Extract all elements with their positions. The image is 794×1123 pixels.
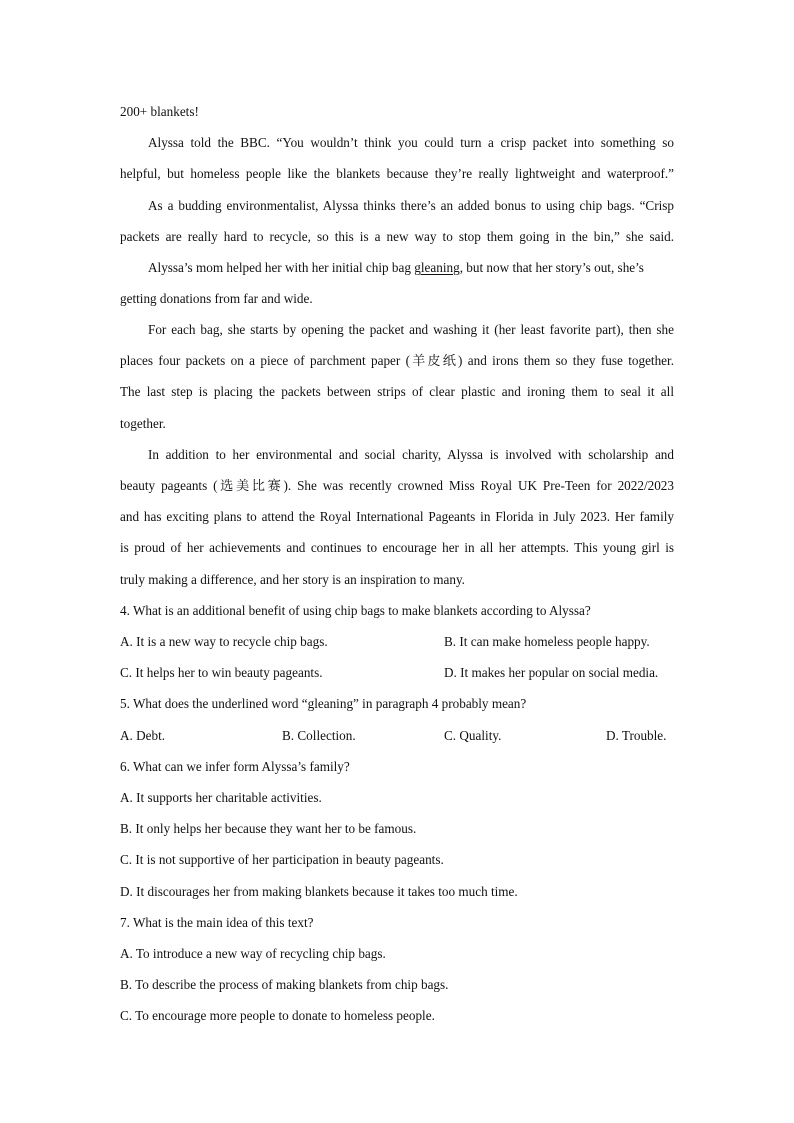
question-4-options-row (120, 663, 674, 683)
option-b[interactable]: B. Collection. (282, 728, 356, 743)
passage-line: 200+ blankets! (120, 104, 199, 119)
passage-line: together. (120, 416, 166, 431)
passage-line: and has exciting plans to attend the Royal International Pageants in Florida in July 2023. Her family (120, 509, 674, 524)
option-b[interactable]: B. It only helps her because they want her to be famous. (120, 821, 417, 836)
passage-line: getting donations from far and wide. (120, 291, 313, 306)
option-a[interactable]: A. It is a new way to recycle chip bags. (120, 634, 328, 649)
question-6-stem: 6. What can we infer form Alyssa’s family? (120, 759, 350, 774)
passage-line: In addition to her environmental and social charity, Alyssa is involved with scholarship and (148, 447, 674, 462)
option-d[interactable]: D. Trouble. (606, 728, 667, 743)
question-5-options-row (120, 726, 674, 746)
passage-line: As a budding environmentalist, Alyssa thinks there’s an added bonus to using chip bags. “Crisp (148, 198, 674, 213)
question-4-stem: 4. What is an additional benefit of using chip bags to make blankets according to Alyssa? (120, 603, 591, 618)
question-5-stem: 5. What does the underlined word “gleaning” in paragraph 4 probably mean? (120, 696, 527, 711)
passage-line: helpful, but homeless people like the blankets because they’re really lightweight and waterproof.” (120, 166, 674, 181)
passage-line: Alyssa’s mom helped her with her initial chip bag gleaning, but now that her story’s out, she’s (148, 260, 644, 275)
option-a[interactable]: A. To introduce a new way of recycling chip bags. (120, 946, 386, 961)
option-c[interactable]: C. Quality. (444, 728, 502, 743)
option-a[interactable]: A. Debt. (120, 728, 166, 743)
underlined-word: gleaning (414, 260, 460, 275)
option-d[interactable]: D. It discourages her from making blankets because it takes too much time. (120, 884, 518, 899)
option-c[interactable]: C. It is not supportive of her participation in beauty pageants. (120, 852, 444, 867)
option-d[interactable]: D. It makes her popular on social media. (444, 665, 659, 680)
option-b[interactable]: B. It can make homeless people happy. (444, 634, 650, 649)
passage-line: The last step is placing the packets between strips of clear plastic and ironing them to seal it all (120, 384, 674, 399)
option-c[interactable]: C. To encourage more people to donate to homeless people. (120, 1008, 435, 1023)
option-b[interactable]: B. To describe the process of making blankets from chip bags. (120, 977, 449, 992)
passage-line: Alyssa told the BBC. “You wouldn’t think you could turn a crisp packet into something so (148, 135, 674, 150)
passage-line: For each bag, she starts by opening the packet and washing it (her least favorite part), then she (148, 322, 674, 337)
passage-line: truly making a difference, and her story is an inspiration to many. (120, 572, 465, 587)
passage-line: places four packets on a piece of parchment paper (羊皮纸) and irons them so they fuse together. (120, 353, 674, 368)
passage-line: packets are really hard to recycle, so this is a new way to stop them going in the bin,” she said. (120, 229, 674, 244)
question-4-options-row (120, 632, 674, 652)
option-a[interactable]: A. It supports her charitable activities. (120, 790, 322, 805)
option-c[interactable]: C. It helps her to win beauty pageants. (120, 665, 323, 680)
question-7-stem: 7. What is the main idea of this text? (120, 915, 314, 930)
passage-line: is proud of her achievements and continues to encourage her in all her attempts. This young girl is (120, 540, 674, 555)
passage-line: beauty pageants (选美比赛). She was recently crowned Miss Royal UK Pre-Teen for 2022/2023 (120, 478, 674, 493)
